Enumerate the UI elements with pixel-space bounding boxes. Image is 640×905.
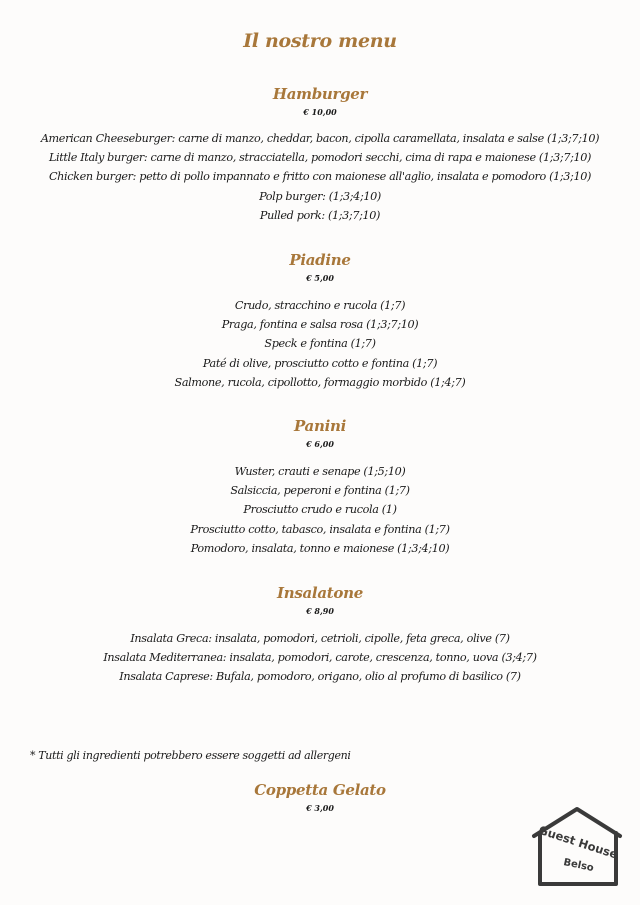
menu-item: Salsiccia, peperoni e fontina (1;7) — [230, 484, 410, 498]
section-price: € 3,00 — [306, 803, 334, 813]
menu-item: Speck e fontina (1;7) — [264, 337, 376, 351]
logo-line1: Guest House — [537, 822, 620, 862]
guest-house-logo — [530, 806, 624, 888]
section-title: Panini — [293, 417, 346, 435]
section-piadine — [0, 250, 640, 392]
menu-item: Prosciutto cotto, tabasco, insalata e fontina (1;7) — [190, 522, 450, 536]
menu-item: Wuster, crauti e senape (1;5;10) — [234, 465, 406, 478]
menu-item: Little Italy burger: carne di manzo, stracciatella, pomodori secchi, cima di rapa e maionese (1;3;7;10) — [48, 151, 592, 165]
menu-item: Insalata Greca: insalata, pomodori, cetrioli, cipolle, feta greca, olive (7) — [130, 632, 510, 645]
section-price: € 10,00 — [303, 107, 337, 117]
section-title: Hamburger — [272, 85, 368, 103]
menu-item: Crudo, stracchino e rucola (1;7) — [234, 299, 406, 312]
menu-item: Pomodoro, insalata, tonno e maionese (1;3;4;10) — [190, 541, 450, 555]
item-list — [0, 296, 640, 392]
item-list — [0, 462, 640, 558]
menu-item: Salmone, rucola, cipollotto, formaggio morbido (1;4;7) — [174, 375, 466, 389]
section-title: Insalatone — [277, 584, 363, 602]
menu-item: Prosciutto crudo e rucola (1) — [243, 503, 397, 517]
menu-item: American Cheeseburger: carne di manzo, cheddar, bacon, cipolla caramellata, insalata e salse (1;3;7;10) — [40, 132, 600, 145]
allergen-note: * Tutti gli ingredienti potrebbero essere soggetti ad allergeni — [30, 749, 351, 762]
section-title: Piadine — [289, 251, 351, 269]
menu-item: Polp burger: (1;3;4;10) — [259, 189, 381, 203]
menu-item: Insalata Mediterranea: insalata, pomodori, carote, crescenza, tonno, uova (3;4;7) — [103, 651, 537, 665]
menu-item: Insalata Caprese: Bufala, pomodoro, origano, olio al profumo di basilico (7) — [119, 670, 521, 684]
section-price: € 8,90 — [306, 606, 334, 616]
section-insalatone — [0, 583, 640, 687]
section-price: € 6,00 — [306, 439, 334, 449]
item-list — [0, 629, 640, 687]
section-title: Coppetta Gelato — [254, 781, 386, 799]
menu-item: Chicken burger: petto di pollo impannato e fritto con maionese all'aglio, insalata e pomodoro (1;3;10) — [48, 170, 592, 184]
menu-item: Paté di olive, prosciutto cotto e fontina (1;7) — [202, 356, 438, 370]
menu-item: Pulled pork: (1;3;7;10) — [259, 208, 381, 222]
section-hamburger — [0, 84, 640, 225]
menu-item: Praga, fontina e salsa rosa (1;3;7;10) — [221, 318, 419, 332]
section-panini — [0, 416, 640, 558]
section-price: € 5,00 — [306, 273, 334, 283]
item-list — [0, 129, 640, 225]
menu-title: Il nostro menu — [243, 30, 397, 52]
logo-line2: Belso — [562, 856, 595, 875]
